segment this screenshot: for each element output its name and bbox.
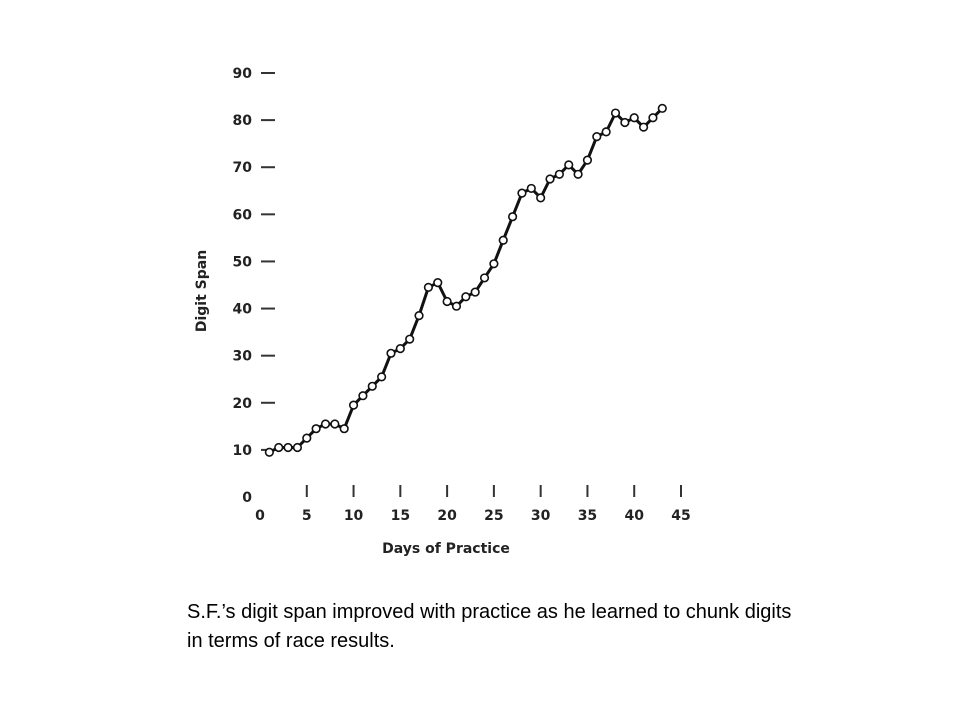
data-point [415, 312, 423, 320]
data-point [303, 434, 311, 442]
data-point [453, 302, 461, 310]
data-point [406, 335, 414, 343]
data-point [537, 194, 545, 202]
data-point [612, 109, 620, 117]
x-tick-label: 45 [671, 508, 691, 524]
data-point [471, 288, 479, 296]
data-point [528, 185, 536, 193]
data-point [602, 128, 610, 136]
data-point [378, 373, 386, 381]
data-point [340, 425, 348, 433]
data-point [630, 114, 638, 122]
data-point [556, 170, 564, 178]
data-point [593, 133, 601, 141]
data-point [275, 444, 283, 452]
data-point [499, 236, 507, 244]
y-tick-label: 30 [232, 348, 252, 365]
data-point [649, 114, 657, 122]
data-point [490, 260, 498, 268]
data-point [621, 119, 629, 127]
x-axis [255, 485, 691, 524]
y-tick-label: 40 [232, 301, 252, 318]
data-point [266, 448, 274, 456]
x-tick-label: 30 [530, 508, 551, 524]
x-axis-title: Days of Practice [382, 541, 510, 557]
x-tick-label: 0 [255, 508, 265, 524]
x-tick-label: 15 [390, 508, 411, 524]
x-tick-label: 35 [577, 508, 598, 524]
data-point [284, 444, 292, 452]
data-point [434, 279, 442, 287]
x-tick-label: 40 [624, 508, 644, 524]
data-point [425, 284, 433, 292]
data-point [574, 170, 582, 178]
data-point [462, 293, 470, 301]
plot-area [266, 105, 667, 457]
data-point [387, 350, 395, 358]
series-line [269, 108, 662, 452]
data-point [312, 425, 320, 433]
data-point [359, 392, 367, 400]
data-point [443, 298, 451, 306]
data-point [350, 401, 358, 409]
data-point [294, 444, 302, 452]
y-tick-label: 70 [232, 160, 252, 177]
y-tick-label: 80 [232, 113, 252, 130]
x-tick-label: 25 [484, 508, 504, 524]
x-tick-label: 5 [301, 508, 312, 524]
y-tick-label: 10 [232, 442, 252, 459]
y-axis-title: Digit Span [194, 249, 210, 333]
data-point [658, 105, 666, 113]
data-point [518, 189, 526, 197]
y-tick-label: 0 [242, 490, 252, 506]
data-point [565, 161, 573, 169]
data-point [481, 274, 489, 282]
y-tick-label: 60 [232, 207, 252, 224]
data-point [322, 420, 330, 428]
data-point [640, 123, 648, 131]
y-tick-label: 90 [232, 66, 252, 82]
x-tick-label: 10 [343, 508, 364, 524]
y-tick-label: 20 [232, 395, 252, 412]
data-point [584, 156, 592, 164]
data-point [509, 213, 517, 221]
x-tick-label: 20 [437, 508, 457, 524]
data-point [331, 420, 339, 428]
data-point [546, 175, 554, 183]
figure-caption: S.F.’s digit span improved with practice as he learned to chunk digits in terms of race results. [187, 601, 792, 652]
y-tick-label: 50 [232, 254, 252, 271]
data-point [397, 345, 405, 353]
y-axis [233, 66, 275, 506]
data-point [368, 382, 376, 390]
